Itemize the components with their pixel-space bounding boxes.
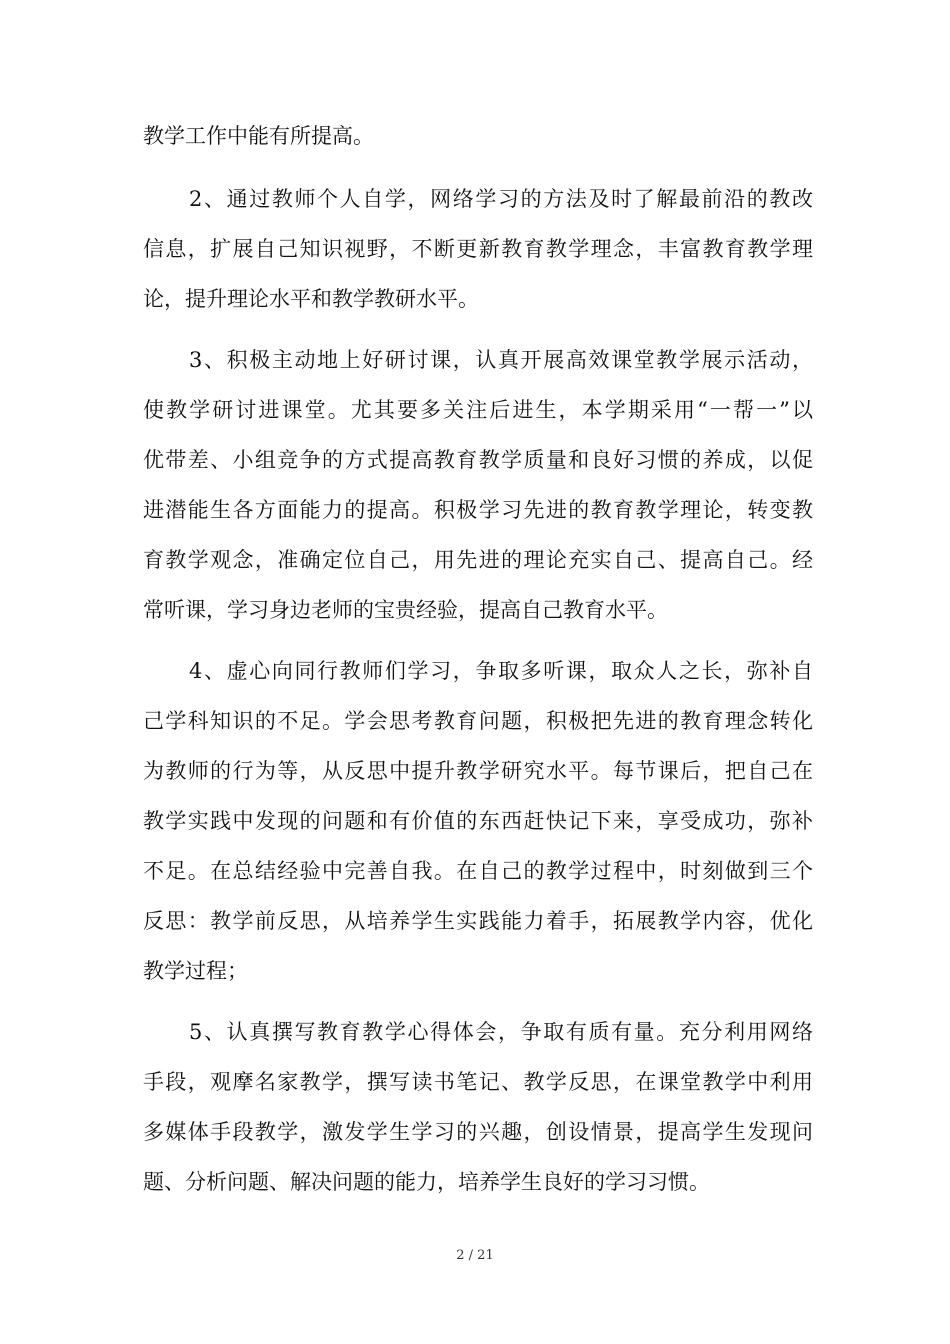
text-line: 论，提升理论水平和教学教研水平。 [143,287,479,311]
text-line: 不足。在总结经验中完善自我。在自己的教学过程中，时刻做到三个 [143,859,813,883]
text-line: 育教学观念，准确定位自己，用先进的理论充实自己、提高自己。经 [143,548,813,572]
text-line: 反思：教学前反思，从培养学生实践能力着手，拓展教学内容，优化 [143,909,813,933]
text-line: 4、虚心向同行教师们学习，争取多听课，取众人之长，弥补自 [189,659,813,683]
text-line: 教学实践中发现的问题和有价值的东西赶快记下来，享受成功，弥补 [143,809,813,833]
text-line: 己学科知识的不足。学会思考教育问题，积极把先进的教育理念转化 [143,709,813,733]
text-line: 手段，观摩名家教学，撰写读书笔记、教学反思，在课堂教学中利用 [143,1070,813,1094]
text-line: 常听课，学习身边老师的宝贵经验，提高自己教育水平。 [143,598,668,622]
text-line: 使教学研讨进课堂。尤其要多关注后进生，本学期采用“一帮一”以 [143,398,813,422]
text-line: 信息，扩展自己知识视野，不断更新教育教学理念，丰富教育教学理 [143,237,813,261]
text-line: 进潜能生各方面能力的提高。积极学习先进的教育教学理论，转变教 [143,498,813,522]
text-line: 题、分析问题、解决问题的能力，培养学生良好的学习习惯。 [143,1170,710,1194]
text-line: 教学过程； [143,959,248,983]
text-line: 为教师的行为等，从反思中提升教学研究水平。每节课后，把自己在 [143,759,813,783]
text-line: 2、通过教师个人自学，网络学习的方法及时了解最前沿的教改 [189,187,813,211]
text-line: 教学工作中能有所提高。 [143,124,374,148]
text-line: 5、认真撰写教育教学心得体会，争取有质有量。充分利用网络 [189,1020,813,1044]
text-line: 3、积极主动地上好研讨课，认真开展高效课堂教学展示活动， [189,348,813,372]
text-line: 优带差、小组竞争的方式提高教育教学质量和良好习惯的养成，以促 [143,448,813,472]
page-number: 2 / 21 [456,1248,494,1263]
text-line: 多媒体手段教学，激发学生学习的兴趣，创设情景，提高学生发现问 [143,1120,813,1144]
